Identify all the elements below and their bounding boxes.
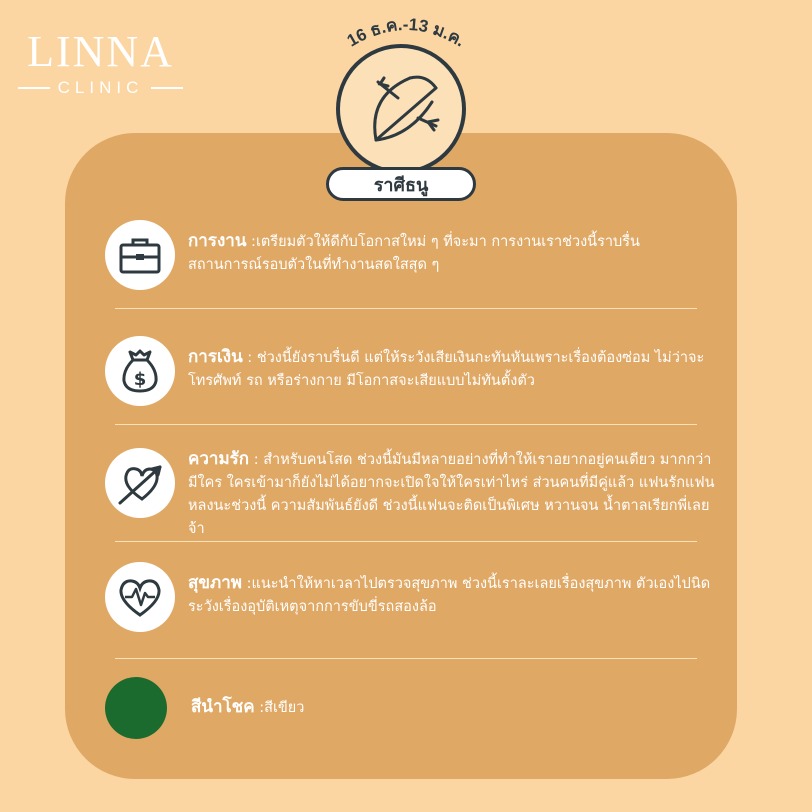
zodiac-badge (336, 44, 466, 174)
lucky-color-text (191, 696, 304, 720)
section-finance-body: ช่วงนี้ยังราบรื่นดี แต่ให้ระวังเสียเงินกะทันหันเพราะเรื่องต้องซ่อม ไม่ว่าจะโทรศัพท์ รถ หรือร่างกาย มีโอกาสจะเสียแบบไม่ทันตั้งตัว (188, 350, 705, 389)
money-bag-icon (105, 336, 175, 406)
divider (115, 658, 697, 659)
section-love-body: สำหรับคนโสด ช่วงนี้มันมีหลายอย่างที่ทำให้เราอยากอยู่คนเดียว มากกว่ามีใคร ใครเข้ามาก็ยังไม่ได้อยากจะเปิดใจให้ใครเท่าไหร่ ส่วนคนที่มีคู่แล้ว แฟนรักแฟนหลงนะช่วงนี้ ความสัมพันธ์ยังดี ช่วงนี้แฟนจะติดเป็นพิเศษ หวานจน น้ำตาลเรียกพี่เลยจ้า (188, 452, 715, 537)
section-work-body: เตรียมตัวให้ดีกับโอกาสใหม่ ๆ ที่จะมา การงานเราช่วงนี้ราบรื่น สถานการณ์รอบตัวในที่ทำงานสดใสสุด ๆ (188, 234, 640, 273)
section-love-title: ความรัก (188, 449, 250, 469)
divider (115, 424, 697, 425)
lucky-color-swatch (105, 677, 167, 739)
section-finance-title: การเงิน (188, 347, 243, 367)
briefcase-icon (105, 220, 175, 290)
brand-sub (18, 78, 183, 98)
section-work (105, 220, 715, 290)
lucky-color-value: สีเขียว (264, 700, 305, 716)
svg-text:$: $ (133, 369, 147, 390)
divider (115, 308, 697, 309)
section-health-body: แนะนำให้หาเวลาไปตรวจสุขภาพ ช่วงนี้เราละเลยเรื่องสุขภาพ ตัวเองไปนิด ระวังเรื่องอุบัติเหตุจากการขับขี่รถสองล้อ (188, 576, 711, 615)
logo-line-left (18, 87, 50, 89)
divider (115, 541, 697, 542)
brand-sub-label: CLINIC (57, 78, 144, 97)
heart-arrow-icon (105, 448, 175, 518)
section-work-separator: : (246, 234, 256, 250)
heartbeat-icon (105, 562, 175, 632)
zodiac-sign-label: ราศีธนู (326, 167, 476, 201)
section-finance-separator: : (242, 350, 257, 366)
section-health-text (188, 562, 715, 619)
logo-line-right (151, 87, 183, 89)
lucky-color-title: สีนำโชค (191, 697, 255, 717)
brand-logo (18, 27, 183, 98)
section-health-title: สุขภาพ (188, 573, 242, 593)
section-health-separator: : (241, 576, 252, 592)
section-work-text (188, 220, 715, 277)
lucky-color-separator: : (254, 700, 265, 716)
section-lucky-color (105, 677, 715, 739)
section-work-title: การงาน (188, 231, 247, 251)
section-love-text (188, 438, 715, 541)
section-love-separator: : (249, 452, 264, 468)
section-love (105, 438, 715, 541)
section-finance-text (188, 336, 715, 393)
date-range-text: 16 ธ.ค.-13 ม.ค. (343, 14, 469, 51)
brand-name: LINNA (27, 27, 174, 76)
sagittarius-bow-icon (340, 48, 462, 170)
section-finance (105, 336, 715, 406)
section-health (105, 562, 715, 632)
